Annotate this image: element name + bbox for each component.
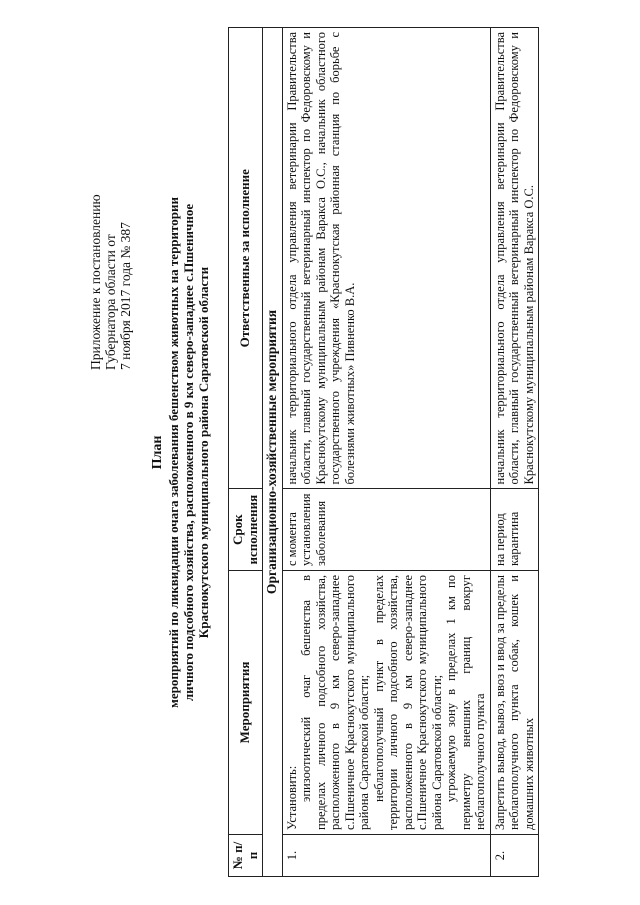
row-action — [282, 571, 490, 835]
section-row — [263, 28, 283, 877]
section-title: Организационно-хозяйственные мероприятия — [263, 28, 283, 877]
annex-reference — [88, 70, 133, 370]
annex-line: Приложение к постановлению — [88, 194, 103, 370]
row-action: Запретить вывод, вывоз, ввоз и ввод за пределы неблагополучного пункта собак, кошек и домашних животных — [490, 571, 539, 835]
row-num: 1. — [282, 835, 490, 877]
annex-line: 7 ноября 2017 года № 387 — [118, 222, 133, 370]
header-term: Срок исполнения — [229, 489, 263, 571]
title-line: Краснокутского муниципального района Саратовской области — [196, 266, 211, 639]
row-num: 2. — [490, 835, 539, 877]
action-item: угрожаемую зону в пределах 1 км по периметру внешних границ вокруг неблагополучного пункта — [444, 575, 487, 830]
header-action: Мероприятия — [229, 571, 263, 835]
title-line: личного подсобного хозяйства, расположенного в 9 км северо-западнее с.Пшеничное — [181, 203, 196, 702]
row-responsible: начальник территориального отдела управления ветеринарии Правительства области, главный государственный ветеринарный инспектор по Федоровскому и Краснокутскому муниципальным районам Варакса О.С., начальник областного государственного учреждения «Краснокутская районная станция по борьбе с болезнями животных» Пивненко В.А. — [282, 28, 490, 489]
table-header-row — [229, 28, 263, 877]
table-row — [282, 28, 490, 877]
document-title — [150, 40, 211, 865]
row-term: на период карантина — [490, 489, 539, 571]
row-term: с момента установления заболевания — [282, 489, 490, 571]
header-responsible: Ответственные за исполнение — [229, 28, 263, 489]
plan-table — [228, 27, 539, 877]
row-responsible: начальник территориального отдела управления ветеринарии Правительства области, главный государственный ветеринарный инспектор по Федоровскому и Краснокутскому муниципальным районам Варакса О.С. — [490, 28, 539, 489]
title-line: мероприятий по ликвидации очага заболевания бешенством животных на территории — [166, 197, 181, 708]
title-plan: План — [150, 435, 165, 470]
annex-line: Губернатора области от — [103, 234, 118, 370]
header-num: № п/п — [229, 835, 263, 877]
action-intro: Установить: — [284, 765, 299, 830]
action-item: неблагополучный пункт в пределах территории личного подсобного хозяйства, расположенного в 9 км северо-западнее с.Пшеничное Краснокутского муниципального района Саратовской области; — [371, 575, 444, 830]
table-row — [490, 28, 539, 877]
action-item: эпизоотический очаг бешенства в пределах личного подсобного хозяйства, расположенного в 9 км северо-западнее с.Пшеничное Краснокутского муниципального района Саратовской области; — [299, 575, 371, 830]
